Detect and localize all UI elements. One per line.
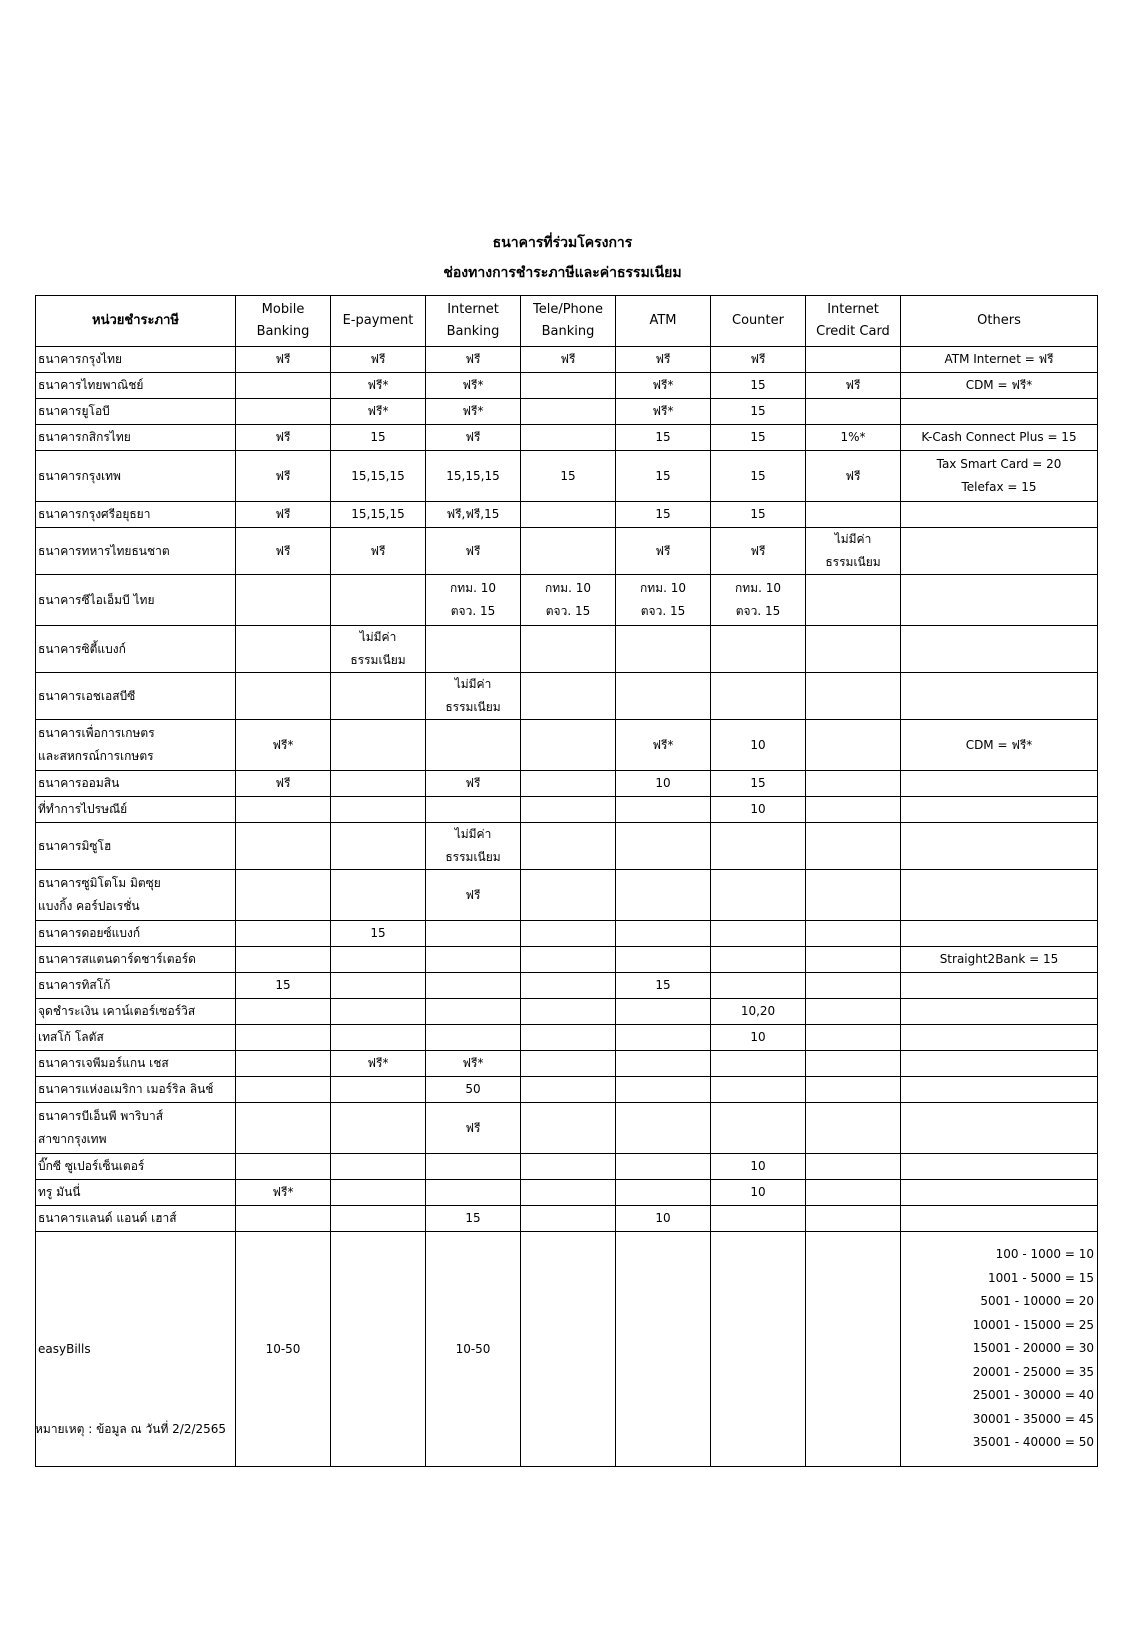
cell-atm	[616, 1077, 711, 1103]
cell-mobile	[236, 575, 331, 626]
cell-tele	[521, 973, 616, 999]
cell-mobile	[236, 399, 331, 425]
cell-internet	[426, 921, 521, 947]
cell-tele	[521, 870, 616, 921]
table-row	[36, 502, 1098, 528]
cell-atm: 15	[616, 425, 711, 451]
cell-internet: 10-50	[426, 1232, 521, 1467]
cell-counter	[711, 973, 806, 999]
cell-tele	[521, 1103, 616, 1154]
cell-epay: ไม่มีค่าธรรมเนียม	[331, 626, 426, 673]
cell-credit	[806, 1154, 901, 1180]
cell-epay	[331, 1077, 426, 1103]
easybills-tier: 25001 - 30000 = 40	[972, 1388, 1094, 1403]
cell-others	[901, 999, 1098, 1025]
cell-counter	[711, 1232, 806, 1467]
cell-tele	[521, 1025, 616, 1051]
cell-unit-name: ธนาคารบีเอ็นพี พาริบาส์ สาขากรุงเทพ	[36, 1103, 236, 1154]
cell-credit	[806, 673, 901, 720]
cell-tele	[521, 947, 616, 973]
cell-internet: ฟรี,ฟรี,15	[426, 502, 521, 528]
cell-tele: ฟรี	[521, 347, 616, 373]
cell-others	[901, 771, 1098, 797]
easybills-tier: 100 - 1000 = 10	[995, 1247, 1094, 1262]
cell-counter: 10	[711, 1180, 806, 1206]
table-row	[36, 1180, 1098, 1206]
table-row	[36, 921, 1098, 947]
header-internet-banking: Internet Banking	[426, 296, 521, 347]
cell-tele	[521, 771, 616, 797]
cell-unit-name: ธนาคารยูโอบี	[36, 399, 236, 425]
cell-tele	[521, 1077, 616, 1103]
cell-credit	[806, 947, 901, 973]
cell-atm: ฟรี*	[616, 399, 711, 425]
cell-atm: ฟรี*	[616, 373, 711, 399]
cell-tele	[521, 1154, 616, 1180]
cell-credit	[806, 399, 901, 425]
cell-others	[901, 870, 1098, 921]
cell-epay	[331, 771, 426, 797]
cell-credit	[806, 870, 901, 921]
cell-unit-name: ธนาคารดอยซ์แบงก์	[36, 921, 236, 947]
header-tele-phone-banking: Tele/Phone Banking	[521, 296, 616, 347]
cell-unit-name: จุดชำระเงิน เคาน์เตอร์เซอร์วิส	[36, 999, 236, 1025]
cell-atm	[616, 797, 711, 823]
table-row	[36, 823, 1098, 870]
table-row	[36, 451, 1098, 502]
cell-mobile: 15	[236, 973, 331, 999]
cell-counter	[711, 1206, 806, 1232]
cell-epay	[331, 1232, 426, 1467]
easybills-tier: 1001 - 5000 = 15	[988, 1270, 1094, 1285]
cell-counter: 10	[711, 1025, 806, 1051]
easybills-tier: 15001 - 20000 = 30	[972, 1341, 1094, 1356]
cell-credit	[806, 1077, 901, 1103]
cell-credit	[806, 1206, 901, 1232]
cell-epay	[331, 973, 426, 999]
cell-counter	[711, 947, 806, 973]
cell-counter: 15	[711, 451, 806, 502]
cell-atm	[616, 1025, 711, 1051]
cell-tele	[521, 999, 616, 1025]
cell-credit	[806, 575, 901, 626]
cell-tele	[521, 528, 616, 575]
cell-mobile	[236, 870, 331, 921]
easybills-tier: 20001 - 25000 = 35	[972, 1364, 1094, 1379]
cell-mobile: ฟรี	[236, 502, 331, 528]
cell-credit	[806, 1051, 901, 1077]
cell-mobile	[236, 823, 331, 870]
table-row	[36, 626, 1098, 673]
cell-epay: 15,15,15	[331, 502, 426, 528]
cell-unit-name: ธนาคารกรุงเทพ	[36, 451, 236, 502]
cell-unit-name: ธนาคารเจพีมอร์แกน เชส	[36, 1051, 236, 1077]
cell-credit	[806, 823, 901, 870]
cell-counter: 15	[711, 771, 806, 797]
cell-tele	[521, 425, 616, 451]
cell-mobile	[236, 921, 331, 947]
table-row	[36, 947, 1098, 973]
cell-internet: ฟรี*	[426, 399, 521, 425]
cell-internet	[426, 1025, 521, 1051]
cell-mobile	[236, 1103, 331, 1154]
cell-epay	[331, 870, 426, 921]
cell-atm: ฟรี	[616, 347, 711, 373]
cell-others-tiers	[901, 1232, 1098, 1467]
cell-unit-name: ธนาคารเพื่อการเกษตร และสหกรณ์การเกษตร	[36, 720, 236, 771]
cell-atm	[616, 999, 711, 1025]
cell-epay	[331, 1206, 426, 1232]
cell-atm	[616, 1180, 711, 1206]
cell-epay: 15	[331, 425, 426, 451]
cell-mobile: ฟรี	[236, 347, 331, 373]
cell-unit-name: easyBills	[36, 1232, 236, 1467]
cell-internet: ฟรี	[426, 870, 521, 921]
cell-epay	[331, 823, 426, 870]
cell-atm	[616, 921, 711, 947]
cell-atm: ฟรี*	[616, 720, 711, 771]
cell-epay: ฟรี	[331, 347, 426, 373]
cell-others	[901, 1077, 1098, 1103]
cell-mobile	[236, 1206, 331, 1232]
cell-unit-name: ธนาคารทหารไทยธนชาต	[36, 528, 236, 575]
cell-others	[901, 502, 1098, 528]
cell-tele	[521, 1180, 616, 1206]
table-row	[36, 528, 1098, 575]
cell-credit	[806, 626, 901, 673]
cell-counter	[711, 1077, 806, 1103]
cell-counter	[711, 626, 806, 673]
table-row	[36, 1206, 1098, 1232]
cell-internet: ฟรี*	[426, 1051, 521, 1077]
cell-mobile: ฟรี	[236, 451, 331, 502]
cell-internet: 15	[426, 1206, 521, 1232]
table-row	[36, 870, 1098, 921]
table-row	[36, 673, 1098, 720]
cell-internet: ไม่มีค่าธรรมเนียม	[426, 823, 521, 870]
cell-others	[901, 921, 1098, 947]
cell-unit-name: ธนาคารออมสิน	[36, 771, 236, 797]
cell-others: CDM = ฟรี*	[901, 373, 1098, 399]
cell-counter	[711, 870, 806, 921]
cell-unit-name: ธนาคารไทยพาณิชย์	[36, 373, 236, 399]
cell-counter: กทม. 10 ตจว. 15	[711, 575, 806, 626]
cell-tele	[521, 1232, 616, 1467]
table-row	[36, 1154, 1098, 1180]
cell-unit-name: ธนาคารเอชเอสบีซี	[36, 673, 236, 720]
cell-atm: ฟรี	[616, 528, 711, 575]
cell-atm	[616, 1232, 711, 1467]
cell-others	[901, 673, 1098, 720]
cell-internet	[426, 626, 521, 673]
cell-internet	[426, 999, 521, 1025]
cell-mobile	[236, 1154, 331, 1180]
cell-epay: ฟรี*	[331, 399, 426, 425]
cell-mobile	[236, 947, 331, 973]
table-row	[36, 999, 1098, 1025]
cell-atm	[616, 1051, 711, 1077]
table-row	[36, 797, 1098, 823]
table-row	[36, 399, 1098, 425]
table-row	[36, 1103, 1098, 1154]
cell-epay: ฟรี*	[331, 373, 426, 399]
cell-unit-name: ธนาคารกรุงศรีอยุธยา	[36, 502, 236, 528]
cell-tele	[521, 921, 616, 947]
table-row	[36, 1025, 1098, 1051]
easybills-tier: 30001 - 35000 = 45	[972, 1411, 1094, 1426]
cell-internet	[426, 947, 521, 973]
cell-credit	[806, 771, 901, 797]
header-unit: หน่วยชำระภาษี	[36, 296, 236, 347]
cell-tele	[521, 797, 616, 823]
cell-internet: 15,15,15	[426, 451, 521, 502]
cell-internet: ฟรี	[426, 1103, 521, 1154]
cell-others	[901, 1051, 1098, 1077]
cell-counter: 15	[711, 373, 806, 399]
cell-atm: กทม. 10 ตจว. 15	[616, 575, 711, 626]
cell-internet: 50	[426, 1077, 521, 1103]
header-internet-credit-card: Internet Credit Card	[806, 296, 901, 347]
cell-counter: 15	[711, 425, 806, 451]
cell-epay	[331, 1154, 426, 1180]
cell-epay: ฟรี	[331, 528, 426, 575]
easybills-tier: 5001 - 10000 = 20	[980, 1294, 1094, 1309]
cell-others	[901, 1154, 1098, 1180]
cell-others: Straight2Bank = 15	[901, 947, 1098, 973]
table-row	[36, 1077, 1098, 1103]
cell-mobile	[236, 673, 331, 720]
cell-credit: 1%*	[806, 425, 901, 451]
header-others: Others	[901, 296, 1098, 347]
cell-mobile: ฟรี	[236, 425, 331, 451]
cell-credit	[806, 502, 901, 528]
cell-atm: 15	[616, 973, 711, 999]
cell-internet: ฟรี*	[426, 373, 521, 399]
cell-atm	[616, 1103, 711, 1154]
cell-atm	[616, 626, 711, 673]
cell-counter	[711, 1051, 806, 1077]
cell-others: ATM Internet = ฟรี	[901, 347, 1098, 373]
cell-counter: ฟรี	[711, 347, 806, 373]
cell-others	[901, 575, 1098, 626]
header-row	[36, 296, 1098, 347]
cell-internet	[426, 1180, 521, 1206]
cell-internet: ฟรี	[426, 347, 521, 373]
table-row	[36, 973, 1098, 999]
cell-credit	[806, 1103, 901, 1154]
cell-others	[901, 528, 1098, 575]
cell-others: CDM = ฟรี*	[901, 720, 1098, 771]
cell-atm: 15	[616, 451, 711, 502]
cell-mobile	[236, 797, 331, 823]
cell-internet	[426, 720, 521, 771]
table-row	[36, 720, 1098, 771]
cell-credit	[806, 1180, 901, 1206]
cell-internet: ฟรี	[426, 771, 521, 797]
cell-unit-name: ธนาคารแห่งอเมริกา เมอร์ริล ลินช์	[36, 1077, 236, 1103]
cell-tele: กทม. 10 ตจว. 15	[521, 575, 616, 626]
cell-others	[901, 1206, 1098, 1232]
cell-unit-name: ธนาคารแลนด์ แอนด์ เฮาส์	[36, 1206, 236, 1232]
cell-counter	[711, 823, 806, 870]
cell-atm: 15	[616, 502, 711, 528]
cell-unit-name: ธนาคารกรุงไทย	[36, 347, 236, 373]
cell-epay	[331, 575, 426, 626]
cell-epay	[331, 1180, 426, 1206]
table-row	[36, 575, 1098, 626]
cell-tele: 15	[521, 451, 616, 502]
cell-tele	[521, 720, 616, 771]
cell-internet	[426, 797, 521, 823]
cell-counter: 10	[711, 1154, 806, 1180]
table-row	[36, 1051, 1098, 1077]
cell-epay: 15	[331, 921, 426, 947]
cell-counter: ฟรี	[711, 528, 806, 575]
cell-credit	[806, 797, 901, 823]
cell-counter	[711, 921, 806, 947]
cell-unit-name: ธนาคารกสิกรไทย	[36, 425, 236, 451]
cell-epay	[331, 1025, 426, 1051]
cell-mobile: 10-50	[236, 1232, 331, 1467]
cell-tele	[521, 673, 616, 720]
cell-unit-name: ทรู มันนี่	[36, 1180, 236, 1206]
cell-others	[901, 1103, 1098, 1154]
fee-table	[35, 295, 1098, 1467]
cell-epay	[331, 673, 426, 720]
easybills-tier: 35001 - 40000 = 50	[972, 1435, 1094, 1450]
cell-mobile	[236, 1077, 331, 1103]
cell-credit	[806, 347, 901, 373]
cell-unit-name: ธนาคารสแตนดาร์ดชาร์เตอร์ด	[36, 947, 236, 973]
cell-atm: 10	[616, 1206, 711, 1232]
cell-tele	[521, 399, 616, 425]
cell-others	[901, 1025, 1098, 1051]
cell-others: Tax Smart Card = 20 Telefax = 15	[901, 451, 1098, 502]
table-row	[36, 373, 1098, 399]
cell-mobile	[236, 1025, 331, 1051]
cell-counter: 10,20	[711, 999, 806, 1025]
page-subtitle: ช่องทางการชำระภาษีและค่าธรรมเนียม	[443, 265, 682, 281]
cell-atm	[616, 947, 711, 973]
cell-credit: ไม่มีค่าธรรมเนียม	[806, 528, 901, 575]
header-atm: ATM	[616, 296, 711, 347]
cell-unit-name: ที่ทำการไปรษณีย์	[36, 797, 236, 823]
cell-tele	[521, 823, 616, 870]
cell-internet: กทม. 10 ตจว. 15	[426, 575, 521, 626]
cell-epay	[331, 999, 426, 1025]
cell-internet	[426, 973, 521, 999]
cell-atm	[616, 870, 711, 921]
table-row	[36, 425, 1098, 451]
footnote: หมายเหตุ : ข้อมูล ณ วันที่ 2/2/2565	[35, 1422, 227, 1436]
cell-counter: 15	[711, 399, 806, 425]
cell-others	[901, 973, 1098, 999]
header-counter: Counter	[711, 296, 806, 347]
cell-counter: 10	[711, 797, 806, 823]
cell-credit	[806, 1025, 901, 1051]
header-e-payment: E-payment	[331, 296, 426, 347]
cell-unit-name: ธนาคารซีไอเอ็มบี ไทย	[36, 575, 236, 626]
page-title: ธนาคารที่ร่วมโครงการ	[492, 235, 633, 251]
cell-counter: 15	[711, 502, 806, 528]
cell-tele	[521, 1051, 616, 1077]
cell-mobile	[236, 373, 331, 399]
cell-internet: ฟรี	[426, 528, 521, 575]
cell-credit: ฟรี	[806, 451, 901, 502]
cell-atm	[616, 673, 711, 720]
cell-tele	[521, 502, 616, 528]
easybills-tier: 10001 - 15000 = 25	[972, 1317, 1094, 1332]
cell-tele	[521, 626, 616, 673]
cell-atm	[616, 1154, 711, 1180]
table-row	[36, 771, 1098, 797]
cell-credit	[806, 720, 901, 771]
cell-unit-name: ธนาคารซิตี้แบงก์	[36, 626, 236, 673]
cell-counter: 10	[711, 720, 806, 771]
cell-credit	[806, 999, 901, 1025]
cell-epay	[331, 797, 426, 823]
cell-epay: ฟรี*	[331, 1051, 426, 1077]
cell-unit-name: ธนาคารทิสโก้	[36, 973, 236, 999]
cell-epay: 15,15,15	[331, 451, 426, 502]
cell-mobile: ฟรี*	[236, 720, 331, 771]
cell-others	[901, 797, 1098, 823]
cell-mobile: ฟรี	[236, 528, 331, 575]
cell-others: K-Cash Connect Plus = 15	[901, 425, 1098, 451]
cell-others	[901, 1180, 1098, 1206]
cell-epay	[331, 947, 426, 973]
table-row	[36, 347, 1098, 373]
cell-epay	[331, 1103, 426, 1154]
cell-internet: ฟรี	[426, 425, 521, 451]
cell-atm	[616, 823, 711, 870]
cell-tele	[521, 373, 616, 399]
cell-others	[901, 823, 1098, 870]
cell-internet	[426, 1154, 521, 1180]
cell-credit	[806, 973, 901, 999]
cell-internet: ไม่มีค่าธรรมเนียม	[426, 673, 521, 720]
cell-unit-name: บิ๊กซี ซูเปอร์เซ็นเตอร์	[36, 1154, 236, 1180]
cell-credit: ฟรี	[806, 373, 901, 399]
cell-mobile	[236, 626, 331, 673]
cell-unit-name: ธนาคารมิซูโฮ	[36, 823, 236, 870]
cell-credit	[806, 1232, 901, 1467]
cell-counter	[711, 1103, 806, 1154]
cell-others	[901, 399, 1098, 425]
cell-unit-name: ธนาคารซูมิโตโม มิตซุย แบงกิ้ง คอร์ปอเรชั่น	[36, 870, 236, 921]
header-mobile-banking: Mobile Banking	[236, 296, 331, 347]
cell-mobile: ฟรี*	[236, 1180, 331, 1206]
cell-unit-name: เทสโก้ โลตัส	[36, 1025, 236, 1051]
cell-credit	[806, 921, 901, 947]
cell-atm: 10	[616, 771, 711, 797]
cell-mobile: ฟรี	[236, 771, 331, 797]
cell-tele	[521, 1206, 616, 1232]
cell-others	[901, 626, 1098, 673]
cell-mobile	[236, 1051, 331, 1077]
cell-epay	[331, 720, 426, 771]
cell-mobile	[236, 999, 331, 1025]
cell-counter	[711, 673, 806, 720]
